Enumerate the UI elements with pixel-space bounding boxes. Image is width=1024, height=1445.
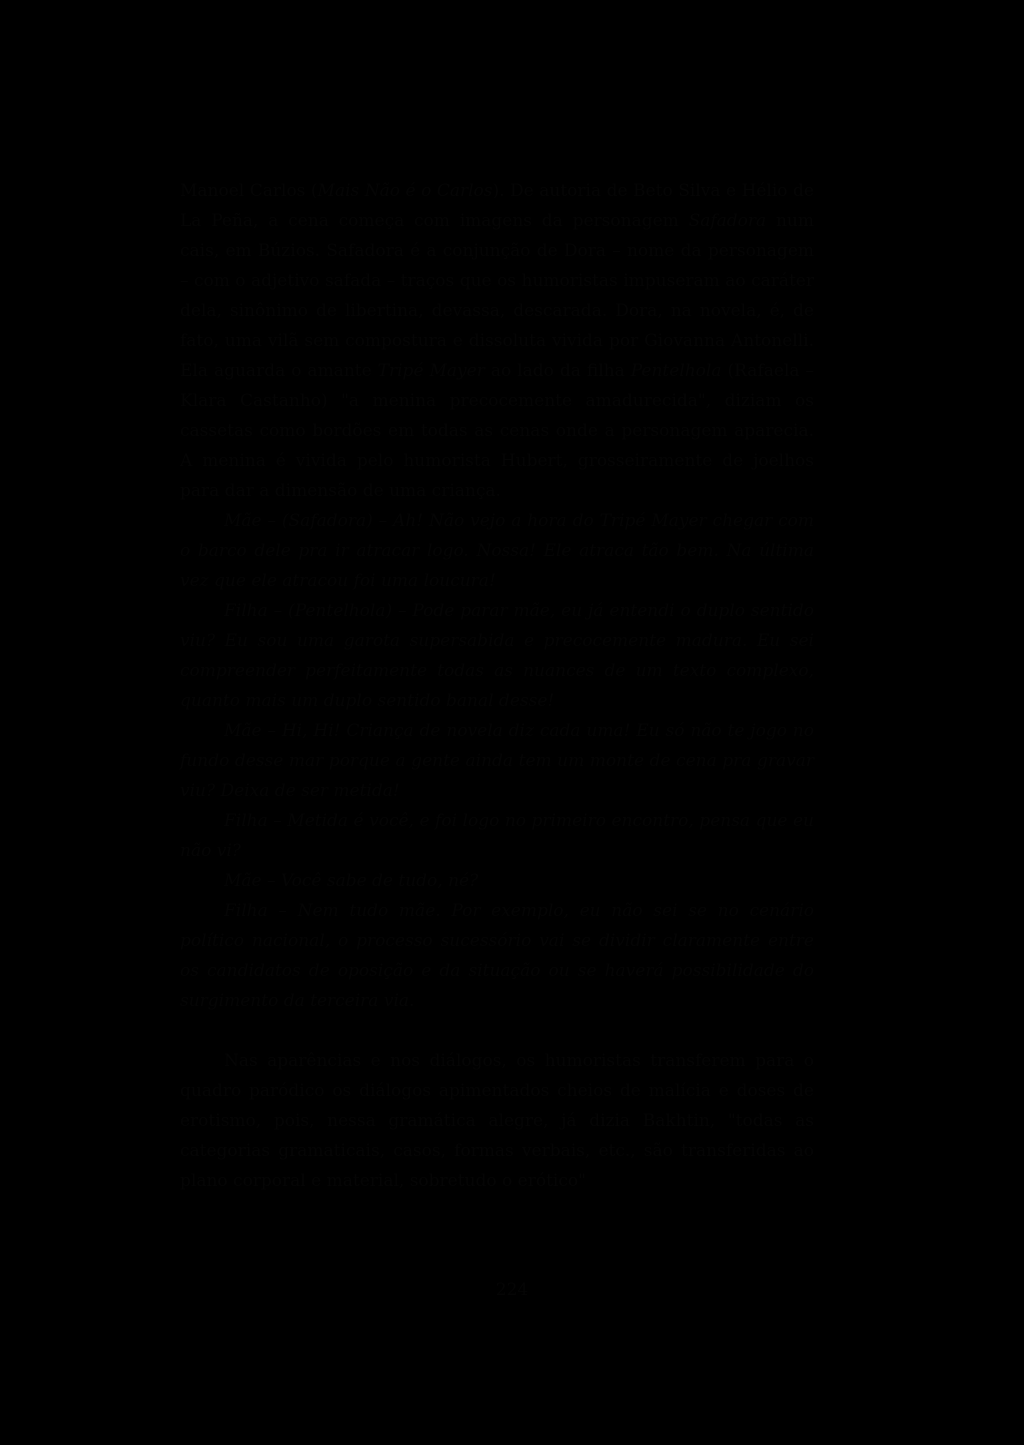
text-run: ). De autoria de Beto Silva e Hélio de La Peña, a cena começa com imagens da personagem bbox=[180, 181, 814, 231]
paragraph-2: Nas aparências e nos diálogos, os humoristas transferem para o quadro paródico os diálogos apimentados cheios de malícia e doses de erotismo, pois, nessa gramática alegre, já dizia Bakhtin, "todas as categorias gramaticais, casos, formas verbais, etc., são transferidas ao plano corporal e material, sobretudo o erótico" bbox=[180, 1051, 814, 1191]
text-run: ao lado da filha bbox=[484, 361, 631, 381]
italic-title-mais-nao-e-o-carlos: Mais Não é o Carlos bbox=[317, 181, 493, 201]
dialogue-line-4: Filha – Metida é você, e foi logo no primeiro encontro, pensa que eu não vi? bbox=[180, 811, 814, 861]
dialogue-line-5: Mãe – Você sabe de tudo, né? bbox=[224, 871, 479, 891]
dialogue-line-1: Mãe – (Safadora) – Ah! Não vejo a hora do Tripé Mayer chegar com o barco dele pra ir atracar logo. Nossa! Ele atraca tão bem. Na última vez que ele atracou foi uma loucura! bbox=[180, 511, 814, 591]
dialogue-line-6: Filha – Nem tudo mãe. Por exemplo, eu não sei se no cenário político nacional, o processo sucessório vai se dividir claramente entre os candidatos de oposição e da situação ou se haverá possibilidade do surgimento da terceira via. bbox=[180, 901, 814, 1011]
paragraph-1 bbox=[180, 176, 814, 506]
page-number: 224 bbox=[495, 1280, 529, 1300]
text-run: (Rafaela – Klara Castanho) "a menina precocemente amadurecida", diziam os cassetas como bordões em todas as cenas onde a personagem aparecia. A menina é vivida pelo humorista Hubert, grosseiramente de joelhos para dar a dimensão de uma criança. bbox=[180, 361, 814, 501]
paragraph-gap bbox=[180, 1016, 814, 1046]
dialogue-line-2: Filha – (Pentelhola) – Pode parar mãe, eu já entendi o duplo sentido viu? Eu sou uma garota supersabida e precocemente madura. Eu sei compreender perfeitamente todas as nuances de um texto complexo, quanto mais um duplo sentido banal desse! bbox=[180, 601, 814, 711]
italic-name-pentelhola: Pentelhola bbox=[630, 361, 722, 381]
text-run: Manoel Carlos ( bbox=[180, 181, 318, 201]
dialogue-line-3: Mãe – Hi, Hi! Criança de novela diz cada uma! Eu só não te jogo no fundo desse mar porque a gente ainda tem um monte de cena pra gravar viu? Deixa de ser metida! bbox=[180, 721, 814, 801]
italic-name-safadora: Safadora bbox=[688, 211, 767, 231]
text-run: num cais, em Búzios. Safadora é a conjunção de Dora – nome da personagem – com o adjetivo safada – traços que os humoristas impuseram ao caráter dela, sinônimo de libertina, devassa, descarada. Dora, na novela, é, de fato, uma vilã sem compostura e dissoluta vivida por Giovanna Antonelli. Ela aguarda o amante bbox=[180, 211, 815, 381]
body-text bbox=[180, 176, 814, 1196]
italic-name-tripe-mayer: Tripé Mayer bbox=[377, 361, 485, 381]
